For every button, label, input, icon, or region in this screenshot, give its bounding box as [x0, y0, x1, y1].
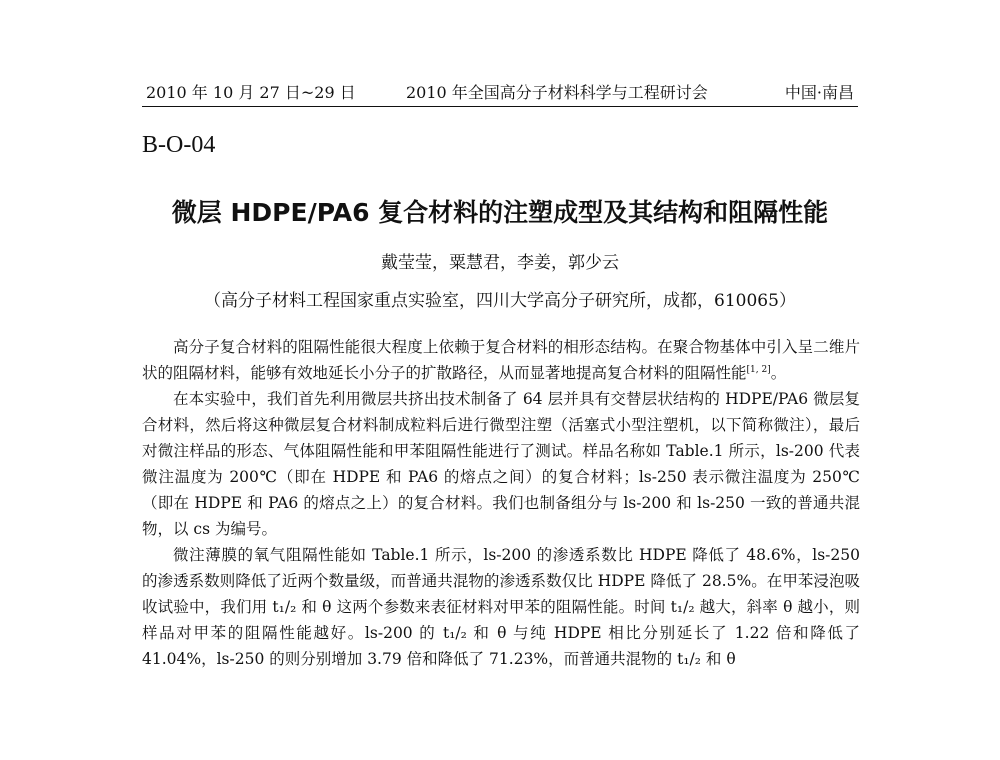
paragraph-1	[142, 334, 860, 386]
affiliation: （高分子材料工程国家重点实验室，四川大学高分子研究所，成都，610065）	[204, 291, 796, 311]
header-location: 中国·南昌	[784, 83, 854, 102]
body-text	[142, 334, 860, 672]
paper-id: B-O-04	[142, 132, 216, 158]
paragraph-3: 微注薄膜的氧气阻隔性能如 Table.1 所示，ls-200 的渗透系数比 HDPE 降低了 48.6%，ls-250 的渗透系数则降低了近两个数量级，而普通共混物的渗透系数仅比 HDPE 降低了 28.5%。在甲苯浸泡吸收试验中，我们用 t₁/₂ 和 θ 这两个参数来表征材料对甲苯的阻隔性能。时间 t₁/₂ 越大，斜率 θ 越小，则样品对甲苯的阻隔性能越好。ls-200 的 t₁/₂ 和 θ 与纯 HDPE 相比分别延长了 1.22 倍和降低了 41.04%，ls-250 的则分别增加 3.79 倍和降低了 71.23%，而普通共混物的 t₁/₂ 和 θ	[142, 546, 860, 668]
header-date: 2010 年 10 月 27 日~29 日	[146, 83, 356, 102]
paper-title: 微层 HDPE/PA6 复合材料的注塑成型及其结构和阻隔性能	[171, 198, 829, 227]
paragraph-1-end: 。	[770, 364, 787, 382]
header-conference: 2010 年全国高分子材料科学与工程研讨会	[406, 83, 708, 102]
authors: 戴莹莹，粟慧君，李姜，郭少云	[381, 253, 619, 273]
paragraph-2: 在本实验中，我们首先利用微层共挤出技术制备了 64 层并具有交替层状结构的 HDPE/PA6 微层复合材料，然后将这种微层复合材料制成粒料后进行微型注塑（活塞式小型注塑机，以下简称微注），最后对微注样品的形态、气体阻隔性能和甲苯阻隔性能进行了测试。样品名称如 Table.1 所示，ls-200 代表微注温度为 200℃（即在 HDPE 和 PA6 的熔点之间）的复合材料；ls-250 表示微注温度为 250℃（即在 HDPE 和 PA6 的熔点之上）的复合材料。我们也制备组分与 ls-200 和 ls-250 一致的普通共混物，以 cs 为编号。	[142, 390, 860, 538]
running-header	[142, 80, 858, 107]
paragraph-1-text: 高分子复合材料的阻隔性能很大程度上依赖于复合材料的相形态结构。在聚合物基体中引入呈二维片状的阻隔材料，能够有效地延长小分子的扩散路径，从而显著地提高复合材料的阻隔性能	[142, 338, 860, 382]
citation-ref: [1, 2]	[746, 364, 771, 375]
